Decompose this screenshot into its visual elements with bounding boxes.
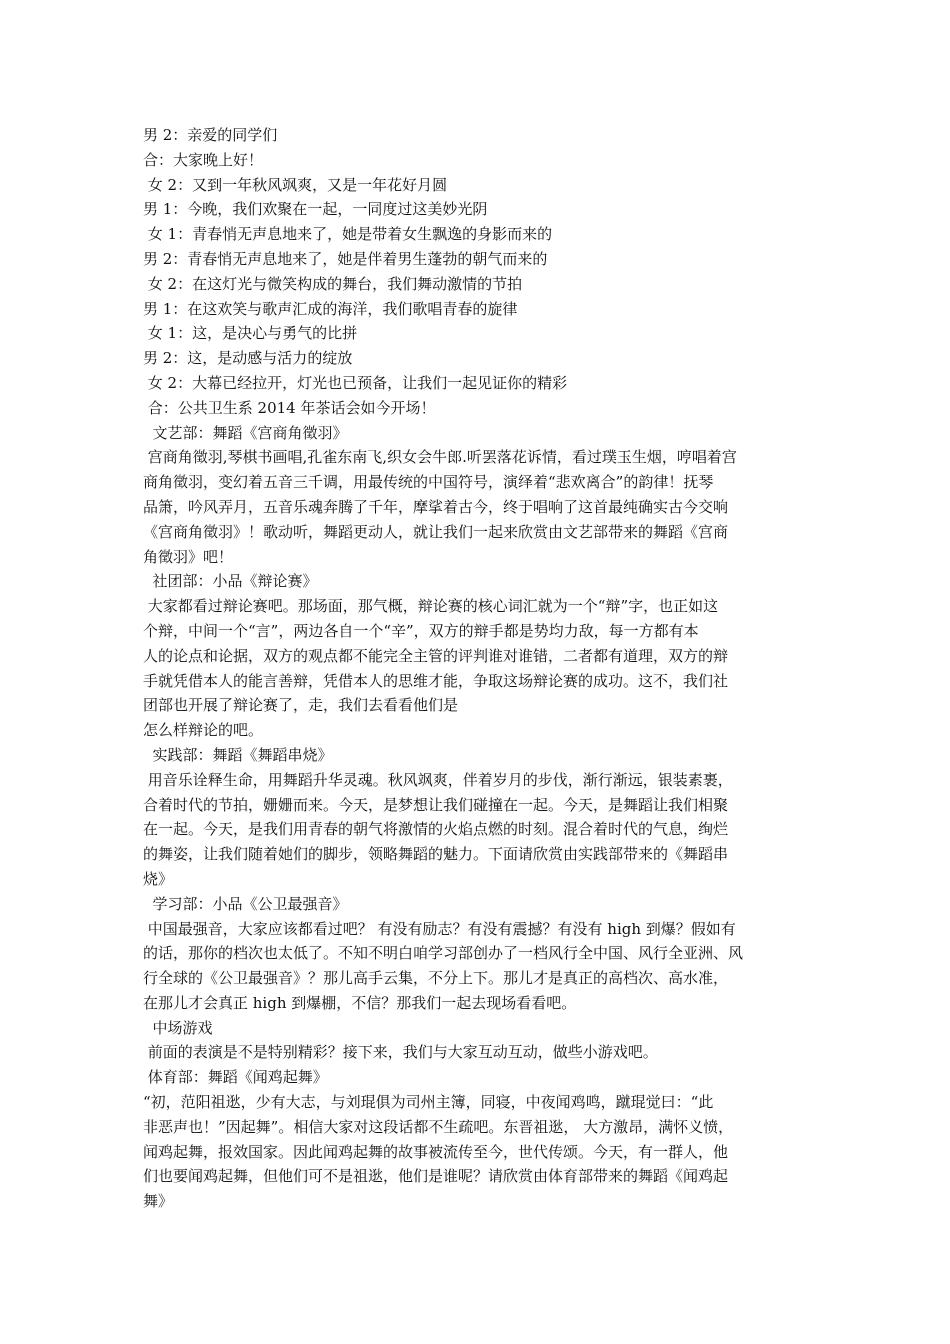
- section-tiyu: [143, 1065, 811, 1214]
- paragraph-line: 烧》: [143, 869, 174, 888]
- paragraph-line: 商角徵羽，变幻着五音三千调，用最传统的中国符号，演绎着“悲欢离合”的韵律！抚琴: [143, 473, 714, 492]
- paragraph-line: 团部也开展了辩论赛了，走，我们去看看他们是: [143, 696, 459, 715]
- dialogue-line: 男 1：今晚，我们欢聚在一起，一同度过这美妙光阴: [143, 200, 488, 219]
- section-shijian: [143, 743, 811, 892]
- paragraph-line: 合着时代的节拍，姗姗而来。今天，是梦想让我们碰撞在一起。今天，是舞蹈让我们相聚: [143, 795, 729, 814]
- section-shetuan: [143, 569, 811, 743]
- paragraph-line: 闻鸡起舞，报效国家。因此闻鸡起舞的故事被流传至今，世代传颂。今天，有一群人，他: [143, 1142, 729, 1161]
- paragraph-line: 角徵羽》吧！: [143, 547, 234, 566]
- section-heading: 学习部：小品《公卫最强音》: [143, 894, 348, 913]
- dialogue-line: 男 1：在这欢笑与歌声汇成的海洋，我们歌唱青春的旋律: [143, 299, 518, 318]
- dialogue-line: 男 2：青春悄无声息地来了，她是伴着男生蓬勃的朝气而来的: [143, 249, 548, 268]
- document-page: [143, 123, 811, 1214]
- section-heading: 体育部：舞蹈《闻鸡起舞》: [143, 1068, 328, 1087]
- paragraph-line: 个辩，中间一个“言”，两边各自一个“辛”，双方的辩手都是势均力敌，每一方都有本: [143, 621, 699, 640]
- dialogue-line: 男 2：亲爱的同学们: [143, 126, 278, 144]
- dialogue-line: 合：大家晚上好！: [143, 150, 264, 169]
- section-heading: 中场游戏: [143, 1018, 213, 1037]
- dialogue-line: 合：公共卫生系 2014 年茶话会如今开场！: [143, 398, 436, 417]
- section-heading: 文艺部：舞蹈《宫商角徵羽》: [143, 423, 348, 442]
- section-intermission-game: [143, 1016, 811, 1066]
- paragraph-line: 中国最强音，大家应该都看过吧？ 有没有励志？有没有震撼？有没有 high 到爆？假如有: [143, 919, 736, 938]
- paragraph-line: 人的论点和论据，双方的观点都不能完全主管的评判谁对谁错，二者都有道理，双方的辩: [143, 646, 729, 665]
- dialogue-line: 女 2：大幕已经拉开，灯光也已预备，让我们一起见证你的精彩: [143, 373, 568, 392]
- dialogue-line: 女 1：青春悄无声息地来了，她是带着女生飘逸的身影而来的: [143, 225, 553, 244]
- opening-dialogue: [143, 123, 811, 421]
- paragraph-line: 《宫商角徵羽》！歌动听，舞蹈更动人，就让我们一起来欣赏由文艺部带来的舞蹈《宫商: [143, 522, 729, 541]
- paragraph-line: 怎么样辩论的吧。: [143, 721, 264, 740]
- paragraph-line: 大家都看过辩论赛吧。那场面，那气概，辩论赛的核心词汇就为一个“辩”字，也正如这: [143, 597, 719, 616]
- paragraph-line: 舞》: [143, 1192, 174, 1211]
- paragraph-line: 在一起。今天，是我们用青春的朝气将激情的火焰点燃的时刻。混合着时代的气息，绚烂: [143, 820, 729, 839]
- dialogue-line: 女 2：在这灯光与微笑构成的舞台，我们舞动激情的节拍: [143, 274, 523, 293]
- section-xuexi: [143, 892, 811, 1016]
- dialogue-line: 男 2：这，是动感与活力的绽放: [143, 349, 353, 368]
- dialogue-line: 女 1：这，是决心与勇气的比拼: [143, 324, 358, 343]
- section-wenyi: [143, 421, 811, 570]
- paragraph-line: 的舞姿，让我们随着她们的脚步，领略舞蹈的魅力。下面请欣赏由实践部带来的《舞蹈串: [143, 845, 729, 864]
- section-heading: 实践部：舞蹈《舞蹈串烧》: [143, 745, 333, 764]
- dialogue-line: 女 2：又到一年秋风飒爽，又是一年花好月圆: [143, 175, 448, 194]
- paragraph-line: 手就凭借本人的能言善辩，凭借本人的思维才能，争取这场辩论赛的成功。这不，我们社: [143, 671, 729, 690]
- paragraph-line: “初，范阳祖逖，少有大志，与刘琨俱为司州主簿，同寝，中夜闻鸡鸣，蹴琨觉曰：“此: [143, 1093, 714, 1112]
- paragraph-line: 们也要闻鸡起舞，但他们可不是祖逖，他们是谁呢？请欣赏由体育部带来的舞蹈《闻鸡起: [143, 1167, 729, 1186]
- paragraph-line: 用音乐诠释生命，用舞蹈升华灵魂。秋风飒爽，伴着岁月的步伐，渐行渐远，银装素裹，: [143, 770, 733, 789]
- paragraph-line: 宫商角徵羽,琴棋书画唱,孔雀东南飞,织女会牛郎.听罢落花诉情，看过璞玉生烟，哼唱着宫: [143, 448, 737, 467]
- paragraph-line: 前面的表演是不是特别精彩？接下来，我们与大家互动互动，做些小游戏吧。: [143, 1043, 658, 1062]
- paragraph-line: 品箫，吟风弄月，五音乐魂奔腾了千年，摩挲着古今，终于唱响了这首最纯确实古今交响: [143, 497, 729, 516]
- paragraph-line: 非恶声也！”因起舞”。相信大家对这段话都不生疏吧。东晋祖逖， 大方激昂，满怀义愤，: [143, 1117, 734, 1136]
- section-heading: 社团部：小品《辩论赛》: [143, 572, 318, 591]
- paragraph-line: 的话，那你的档次也太低了。不知不明白咱学习部创办了一档风行全中国、风行全亚洲、风: [143, 944, 744, 963]
- paragraph-line: 在那儿才会真正 high 到爆棚，不信？那我们一起去现场看看吧。: [143, 993, 577, 1012]
- paragraph-line: 行全球的《公卫最强音》？那儿高手云集，不分上下。那儿才是真正的高档次、高水准，: [143, 969, 729, 988]
